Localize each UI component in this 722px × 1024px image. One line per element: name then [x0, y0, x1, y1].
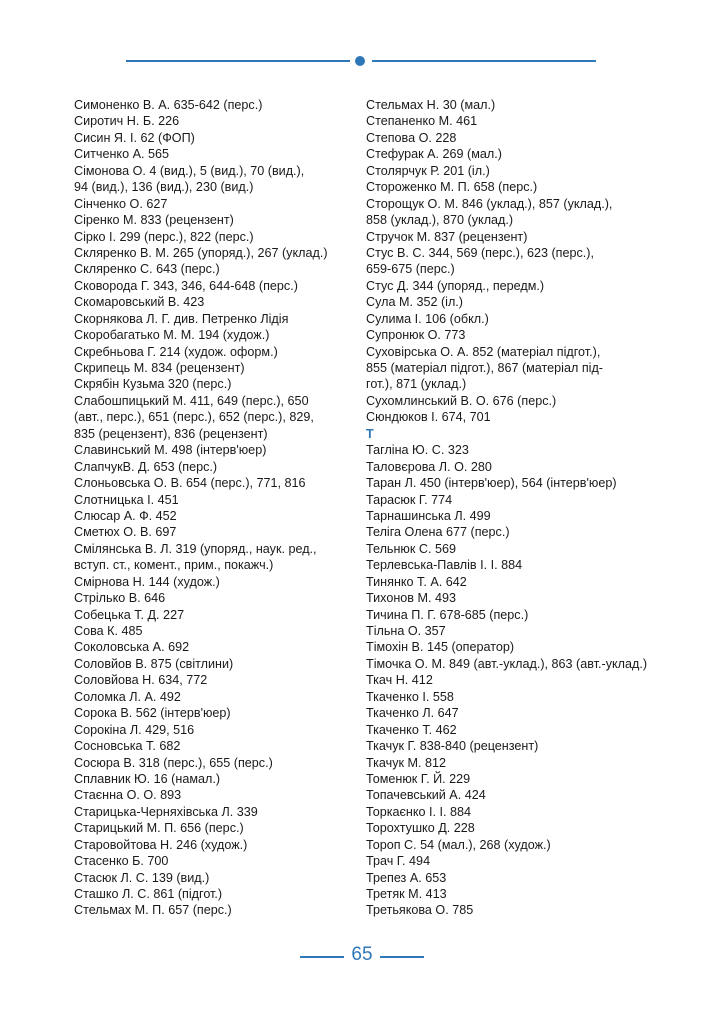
- index-entry: Ткачук Г. 838-840 (рецензент): [366, 739, 539, 754]
- index-entry: 855 (матеріал підгот.), 867 (матеріал під-: [366, 361, 603, 375]
- index-entry: Сосюра В. 318 (перс.), 655 (перс.): [74, 755, 273, 770]
- index-entry: Сімонова О. 4 (вид.), 5 (вид.), 70 (вид.),: [74, 163, 305, 178]
- index-entry: Сова К. 485: [74, 624, 143, 638]
- footer-rule-left: [300, 956, 344, 958]
- index-entry: Скребньова Г. 214 (худож. оформ.): [74, 344, 278, 359]
- index-entry: Сторощук О. М. 846 (уклад.), 857 (уклад.),: [366, 196, 613, 211]
- index-entry: Стрілько В. 646: [74, 591, 166, 606]
- index-entry: Сірко І. 299 (перс.), 822 (перс.): [74, 229, 254, 244]
- index-entry: Смірнова Н. 144 (худож.): [74, 574, 220, 589]
- index-entry: вступ. ст., комент., прим., покажч.): [74, 558, 274, 573]
- index-entry: Скляренко В. М. 265 (упоряд.), 267 (уклад.): [74, 245, 328, 260]
- index-entry: Торкаєнко І. І. 884: [366, 804, 472, 819]
- index-entry: Тинянко Т. А. 642: [366, 574, 467, 589]
- index-entry: Тихонов М. 493: [366, 591, 456, 606]
- index-entry: Соломка Л. А. 492: [74, 689, 181, 704]
- index-entry: Стельмах М. П. 657 (перс.): [74, 903, 232, 918]
- index-entry: Сорокіна Л. 429, 516: [74, 722, 195, 737]
- index-entry: Слотницька І. 451: [74, 492, 179, 507]
- index-entry: Тарасюк Г. 774: [366, 492, 453, 507]
- index-entry: Торохтушко Д. 228: [366, 821, 475, 836]
- index-entry: Тільна О. 357: [366, 624, 446, 638]
- index-entry: Сметюх О. В. 697: [74, 525, 177, 540]
- index-entry: Скрипець М. 834 (рецензент): [74, 361, 245, 375]
- index-entry: Скорнякова Л. Г. див. Петренко Лідія: [74, 311, 289, 326]
- index-entry: Сюндюков І. 674, 701: [366, 410, 491, 425]
- index-entry: Тагліна Ю. С. 323: [366, 443, 469, 458]
- index-entry: Терлевська-Павлів І. І. 884: [366, 558, 523, 573]
- index-entry: Скрябін Кузьма 320 (перс.): [74, 377, 232, 392]
- index-entry: Стельмах Н. 30 (мал.): [366, 98, 496, 112]
- index-entry: Симоненко В. А. 635-642 (перс.): [74, 98, 263, 112]
- index-entry: Сковорода Г. 343, 346, 644-648 (перс.): [74, 278, 298, 293]
- index-entry: Слабошпицький М. 411, 649 (перс.), 650: [74, 393, 309, 408]
- index-entry: Ткаченко І. 558: [366, 689, 454, 704]
- index-entry: Супронюк О. 773: [366, 328, 466, 343]
- index-entry: Стасюк Л. С. 139 (вид.): [74, 870, 210, 885]
- index-entry: Скоробагатько М. М. 194 (худож.): [74, 328, 270, 343]
- index-entry: Третьякова О. 785: [366, 903, 474, 918]
- index-entry: Ситченко А. 565: [74, 147, 169, 162]
- index-entry: Сухомлинський В. О. 676 (перс.): [366, 393, 557, 408]
- index-entry: (авт., перс.), 651 (перс.), 652 (перс.), 829,: [74, 410, 314, 425]
- index-entry: Сулима І. 106 (обкл.): [366, 311, 489, 326]
- index-entry: Столярчук Р. 201 (іл.): [366, 163, 490, 178]
- index-entry: Тімохін В. 145 (оператор): [366, 640, 515, 655]
- index-entry: Слоньовська О. В. 654 (перс.), 771, 816: [74, 476, 306, 491]
- index-column-right: [366, 97, 666, 919]
- index-entry: Сплавник Ю. 16 (намал.): [74, 771, 221, 786]
- index-entry: Таран Л. 450 (інтерв'юер), 564 (інтерв'юер): [366, 476, 617, 491]
- index-entry: Тичина П. Г. 678-685 (перс.): [366, 607, 529, 622]
- index-entry: 94 (вид.), 136 (вид.), 230 (вид.): [74, 180, 254, 195]
- index-entry: Сіренко М. 833 (рецензент): [74, 213, 234, 228]
- index-entry: 835 (рецензент), 836 (рецензент): [74, 426, 268, 441]
- index-entry: Сиротич Н. Б. 226: [74, 114, 180, 129]
- index-entry: Соколовська А. 692: [74, 640, 190, 655]
- page-number: 65: [351, 944, 373, 965]
- index-entry: СлапчукВ. Д. 653 (перс.): [74, 459, 218, 474]
- index-entry: Сосновська Т. 682: [74, 739, 181, 754]
- index-entry: Старицький М. П. 656 (перс.): [74, 821, 244, 836]
- index-entry: Стус В. С. 344, 569 (перс.), 623 (перс.),: [366, 245, 594, 260]
- index-entry: Трач Г. 494: [366, 854, 431, 869]
- index-entry: Ткаченко Л. 647: [366, 706, 459, 721]
- header-dot: [355, 56, 365, 66]
- index-entry: Старицька-Черняхівська Л. 339: [74, 804, 258, 819]
- index-entry: Сташко Л. С. 861 (підгот.): [74, 887, 223, 901]
- index-entry: Стасенко Б. 700: [74, 854, 169, 869]
- index-entry: Тороп С. 54 (мал.), 268 (худож.): [366, 837, 551, 852]
- index-entry: гот.), 871 (уклад.): [366, 377, 467, 392]
- index-entry: Тарнашинська Л. 499: [366, 508, 491, 523]
- index-entry: Слюсар А. Ф. 452: [74, 508, 177, 523]
- index-entry: Топачевський А. 424: [366, 788, 486, 803]
- index-entry: Степаненко М. 461: [366, 114, 478, 129]
- index-entry: Стручок М. 837 (рецензент): [366, 229, 528, 244]
- index-entry: 858 (уклад.), 870 (уклад.): [366, 213, 514, 228]
- index-entry: 659-675 (перс.): [366, 262, 455, 277]
- index-column-left: [74, 97, 366, 919]
- index-entry: Собецька Т. Д. 227: [74, 607, 185, 622]
- index-entry: Степова О. 228: [366, 130, 457, 145]
- header-rule-right: [372, 60, 596, 62]
- index-entry: Сорока В. 562 (інтерв'юер): [74, 706, 231, 721]
- index-entry: Томенюк Г. Й. 229: [366, 771, 471, 786]
- index-entry: Славинський М. 498 (інтерв'юер): [74, 443, 267, 458]
- index-entry: Сула М. 352 (іл.): [366, 295, 463, 310]
- section-letter: Т: [366, 426, 374, 441]
- index-entry: Стороженко М. П. 658 (перс.): [366, 180, 538, 195]
- index-entry: Стус Д. 344 (упоряд., передм.): [366, 278, 545, 293]
- index-entry: Сінченко О. 627: [74, 196, 168, 211]
- index-entry: Соловйов В. 875 (світлини): [74, 656, 234, 671]
- index-entry: Тімочка О. М. 849 (авт.-уклад.), 863 (авт.-уклад.): [366, 656, 648, 671]
- index-entry: Смілянська В. Л. 319 (упоряд., наук. ред.,: [74, 541, 317, 556]
- index-entry: Тельнюк С. 569: [366, 541, 456, 556]
- index-entry: Третяк М. 413: [366, 887, 447, 901]
- index-entry: Ткаченко Т. 462: [366, 722, 457, 737]
- index-entry: Скомаровський В. 423: [74, 295, 205, 310]
- footer-rule-right: [380, 956, 424, 958]
- index-entry: Суховірська О. А. 852 (матеріал підгот.),: [366, 344, 601, 359]
- index-entry: Ткач Н. 412: [366, 673, 433, 688]
- page-footer: [0, 944, 722, 968]
- index-entry: Стефурак А. 269 (мал.): [366, 147, 502, 162]
- index-entry: Теліга Олена 677 (перс.): [366, 525, 510, 540]
- index-entry: Стаєнна О. О. 893: [74, 788, 182, 803]
- index-entry: Таловєрова Л. О. 280: [366, 459, 492, 474]
- index-entry: Сисин Я. І. 62 (ФОП): [74, 130, 195, 145]
- index-entry: Трепез А. 653: [366, 870, 447, 885]
- header-rule-left: [126, 60, 350, 62]
- index-entry: Ткачук М. 812: [366, 755, 447, 770]
- index-entry: Старовойтова Н. 246 (худож.): [74, 837, 248, 852]
- index-entry: Соловйова Н. 634, 772: [74, 673, 208, 688]
- index-entry: Скляренко С. 643 (перс.): [74, 262, 220, 277]
